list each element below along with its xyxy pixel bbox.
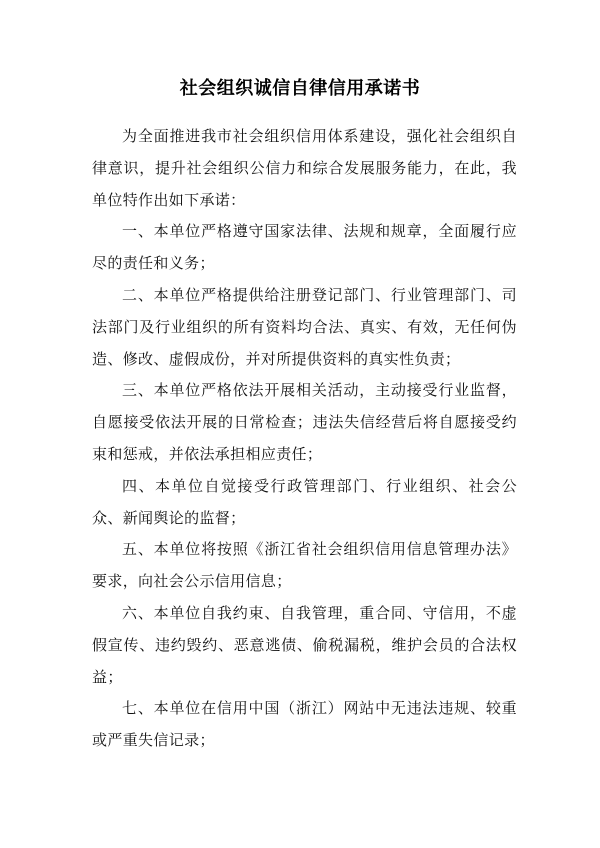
paragraph-item-7: 七、本单位在信用中国（浙江）网站中无违法违规、较重或严重失信记录；	[92, 699, 517, 750]
paragraph-item-1: 一、本单位严格遵守国家法律、法规和规章，全面履行应尽的责任和义务；	[92, 222, 517, 273]
document-title: 社会组织诚信自律信用承诺书	[179, 78, 421, 99]
paragraph-item-6: 六、本单位自我约束、自我管理，重合同、守信用，不虚假宣传、违约毁约、恶意逃债、偷税漏税，维护会员的合法权益；	[92, 603, 517, 686]
document-body	[92, 121, 517, 757]
paragraph-item-2: 二、本单位严格提供给注册登记部门、行业管理部门、司法部门及行业组织的所有资料均合法、真实、有效，无任何伪造、修改、虚假成份，并对所提供资料的真实性负责；	[92, 285, 517, 368]
paragraph-item-5: 五、本单位将按照《浙江省社会组织信用信息管理办法》要求，向社会公示信用信息；	[92, 540, 517, 591]
paragraph-intro: 为全面推进我市社会组织信用体系建设，强化社会组织自律意识，提升社会组织公信力和综合发展服务能力，在此，我单位特作出如下承诺：	[92, 127, 517, 209]
paragraph-item-4: 四、本单位自觉接受行政管理部门、行业组织、社会公众、新闻舆论的监督；	[92, 476, 517, 527]
paragraph-item-3: 三、本单位严格依法开展相关活动，主动接受行业监督，自愿接受依法开展的日常检查；违法失信经营后将自愿接受约束和惩戒，并依法承担相应责任；	[92, 381, 517, 463]
